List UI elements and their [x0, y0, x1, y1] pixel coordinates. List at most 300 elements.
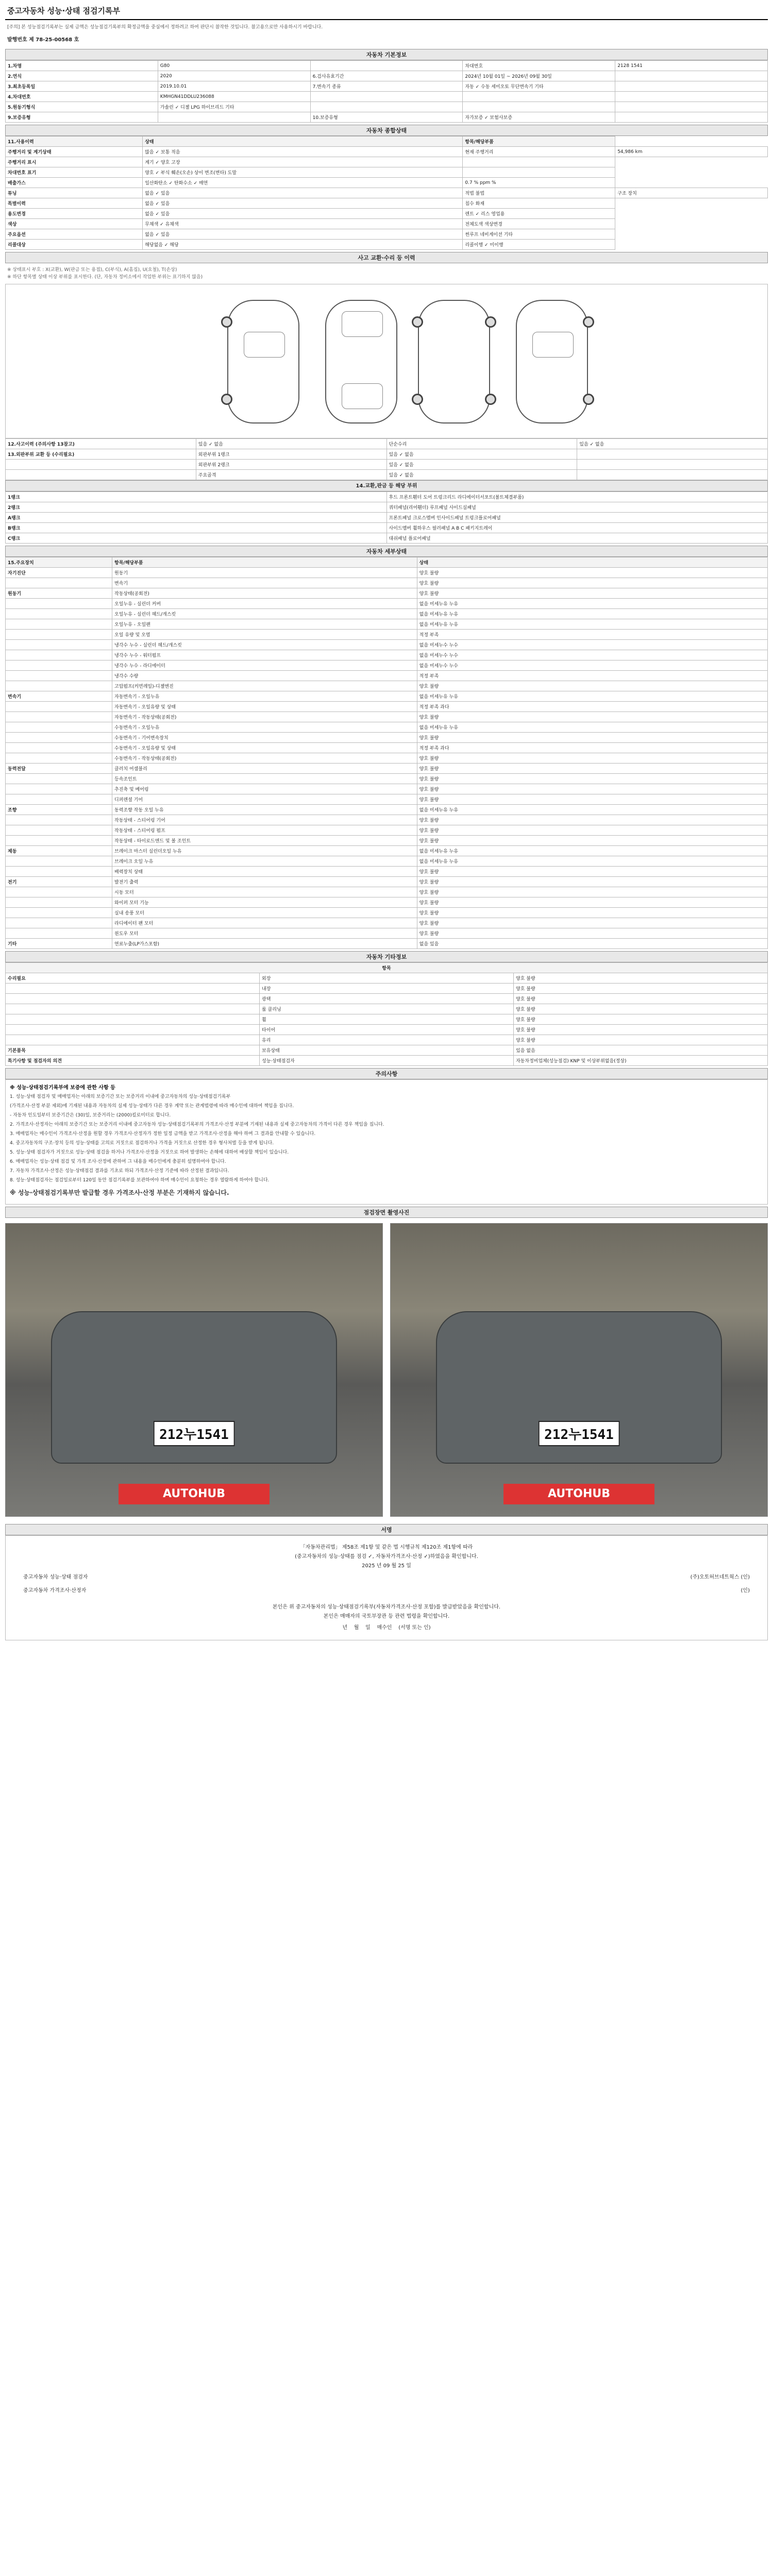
- detail-cell: 고압펌프(커먼레일)-디젤엔진: [112, 681, 417, 691]
- detail-cell: [6, 897, 112, 908]
- detail-cell: [6, 712, 112, 722]
- basic-cell: 5.원동기형식: [6, 102, 158, 112]
- caution-item: 2. 가격조사·산정자는 아래의 보증기간 또는 보증거리 이내에 중고자동차 성능·상태점검기록부의 가격조사·산정 부분에 기재된 내용과 실제 중고자동차의 가격이 다른 경우 책임을 집니다.: [10, 1122, 384, 1127]
- other-cell: 타이어: [260, 1025, 514, 1035]
- overall-cell: 무채색 ✓ 유채색: [143, 219, 463, 229]
- detail-cell: 양호 불량: [417, 568, 767, 578]
- detail-cell: 오일누유 - 오일팬: [112, 619, 417, 630]
- basic-cell: 자동 ✓ 수동 세미오토 무단변속기 기타: [463, 81, 615, 92]
- detail-cell: [6, 815, 112, 825]
- basic-row: [6, 61, 768, 71]
- basic-cell: 10.보증유형: [310, 112, 463, 123]
- detail-row: [6, 815, 768, 825]
- detail-head-1: 15.주요장치: [6, 557, 112, 568]
- detail-cell: 양호 불량: [417, 928, 767, 939]
- other-cell: 기본품목: [6, 1045, 260, 1056]
- detail-cell: [6, 794, 112, 805]
- overall-row: [6, 167, 768, 178]
- detail-cell: 와이퍼 모터 기능: [112, 897, 417, 908]
- detail-cell: 연료누출(LP가스포함): [112, 939, 417, 949]
- legend-line-1: ※ 상태표시 부호 : X(교환), W(판금 또는 용접), C(부식), A(흠집), U(요철), T(손상): [7, 267, 177, 273]
- basic-row: [6, 92, 768, 102]
- caution-item: 4. 중고자동차의 구조·장치 등의 성능·상태를 고의로 거짓으로 점검하거나 가격을 거짓으로 산정한 경우 형사처벌 등을 받게 됩니다.: [10, 1141, 274, 1146]
- overall-cell: 리콜이행 ✓ 미이행: [463, 240, 615, 250]
- accident-cell: [577, 470, 768, 480]
- detail-cell: 원동기: [112, 568, 417, 578]
- detail-cell: [6, 681, 112, 691]
- detail-cell: 양호 불량: [417, 774, 767, 784]
- basic-cell: [310, 92, 463, 102]
- accident-row: [6, 470, 768, 480]
- detail-row: [6, 774, 768, 784]
- detail-cell: 없음 미세누유 누유: [417, 846, 767, 856]
- detail-cell: [6, 825, 112, 836]
- detail-cell: 수동변속기 - 오일유량 및 상태: [112, 743, 417, 753]
- detail-row: [6, 619, 768, 630]
- car-underside-view: [418, 300, 490, 423]
- other-cell: 양호 불량: [514, 973, 768, 984]
- detail-cell: [6, 887, 112, 897]
- detail-cell: [6, 630, 112, 640]
- other-head: 항목: [6, 963, 768, 973]
- basic-row: [6, 102, 768, 112]
- detail-row: [6, 784, 768, 794]
- basic-cell: [615, 81, 768, 92]
- accident-cell: [577, 449, 768, 460]
- section-detail: 자동차 세부상태: [5, 546, 768, 557]
- detail-cell: 전기: [6, 877, 112, 887]
- caution-item: 7. 자동차 가격조사·산정은 성능·상태점검 결과를 기초로 하되 가격조사·산정 기준에 따라 산정된 결과입니다.: [10, 1168, 229, 1174]
- detail-row: [6, 846, 768, 856]
- other-cell: 보유상태: [260, 1045, 514, 1056]
- detail-cell: 등속조인트: [112, 774, 417, 784]
- overall-cell: 특별이력: [6, 198, 143, 209]
- parts-cell: 후드 프론트휀더 도어 트렁크리드 라디에이터서포트(볼트체결부품): [386, 492, 768, 502]
- section-other: 자동차 기타정보: [5, 951, 768, 962]
- overall-cell: 일산화탄소 ✓ 탄화수소 ✓ 매연: [143, 178, 463, 188]
- detail-cell: 원동기: [6, 588, 112, 599]
- section-basic: 자동차 기본정보: [5, 49, 768, 60]
- overall-row: [6, 240, 768, 250]
- detail-cell: [6, 609, 112, 619]
- parts-cell: C랭크: [6, 533, 387, 544]
- detail-cell: 디퍼렌셜 기어: [112, 794, 417, 805]
- buyer-line: 본인은 매매자의 국토부장관 등 관련 법령을 확인합니다.: [323, 1614, 450, 1619]
- caution-item: 8. 성능·상태점검자는 점검일로부터 120일 동안 점검기록부를 보관하여야 하며 매수인이 요청하는 경우 열람하게 하여야 합니다.: [10, 1178, 270, 1183]
- overall-row: [6, 209, 768, 219]
- detail-row: [6, 887, 768, 897]
- section-sign: 서명: [5, 1524, 768, 1535]
- other-row: [6, 1004, 768, 1014]
- accident-row: [6, 449, 768, 460]
- detail-cell: [6, 856, 112, 867]
- accident-cell: 단순수리: [386, 439, 577, 449]
- detail-cell: [6, 671, 112, 681]
- detail-cell: [6, 640, 112, 650]
- detail-cell: 작동상태 - 타이로드엔드 및 볼 조인트: [112, 836, 417, 846]
- detail-cell: 시동 모터: [112, 887, 417, 897]
- cautions-warning: ※ 성능·상태점검기록부만 발급할 경우 가격조사·산정 부분은 기재하지 않습니다.: [10, 1189, 229, 1196]
- detail-cell: 클러치 어셈블리: [112, 764, 417, 774]
- detail-cell: [6, 619, 112, 630]
- basic-cell: 6.검사유효기간: [310, 71, 463, 81]
- accident-row: [6, 439, 768, 449]
- accident-cell: [6, 460, 196, 470]
- overall-cell: 주요옵션: [6, 229, 143, 240]
- other-cell: 양호 불량: [514, 1014, 768, 1025]
- overall-row: [6, 157, 768, 167]
- caution-item: - 자동차 인도일부터 보증기간은 (30)일, 보증거리는 (2000)킬로미터로 합니다.: [10, 1113, 171, 1118]
- sign-line-2: (중고자동차의 성능·상태를 점검 ✓, 자동차가격조사·산정 ✓)하였음을 확인합니다.: [295, 1554, 478, 1560]
- detail-cell: 적정 부족 과다: [417, 702, 767, 712]
- pricer-label: 중고자동차 가격조사·산정자: [23, 1588, 87, 1594]
- other-row: [6, 1045, 768, 1056]
- basic-row: [6, 112, 768, 123]
- parts-cell: 프론트패널 크로스멤버 인사이드패널 트렁크플로어패널: [386, 513, 768, 523]
- detail-row: [6, 753, 768, 764]
- overall-head-3: 항목/해당부품: [463, 137, 615, 147]
- document-number: 발행번호 제 78-25-00568 호: [7, 37, 79, 43]
- overall-cell: 적법 불법: [463, 188, 615, 198]
- basic-cell: 4.차대번호: [6, 92, 158, 102]
- accident-cell: 12.사고이력 (주의사항 13참고): [6, 439, 196, 449]
- car-top-view: [325, 300, 397, 423]
- notice-text: [주의] 본 성능점검기록부는 실제 금액은 성능점검기록부의 확정금액을 중심에서 정하려고 하여 판단시 참작한 것입니다. 참고용으로만 사용하시기 바랍니다.: [7, 25, 323, 30]
- sign-date: 2025 년 09 월 25 일: [362, 1563, 411, 1569]
- other-row: [6, 984, 768, 994]
- detail-cell: [6, 733, 112, 743]
- basic-cell: [615, 102, 768, 112]
- basic-cell: 9.보증유형: [6, 112, 158, 123]
- parts-row: [6, 492, 768, 502]
- other-row: [6, 973, 768, 984]
- detail-row: [6, 578, 768, 588]
- detail-cell: 적정 부족: [417, 630, 767, 640]
- sign-box: [5, 1535, 768, 1640]
- detail-row: [6, 867, 768, 877]
- basic-row: [6, 81, 768, 92]
- overall-row: [6, 188, 768, 198]
- accident-cell: 있음 ✓ 없음: [196, 439, 386, 449]
- overall-cell: 많음 ✓ 보통 적음: [143, 147, 463, 157]
- detail-cell: [6, 722, 112, 733]
- overall-cell: 54,986 km: [615, 147, 768, 157]
- caution-item: (가격조사·산정 부분 제외)에 기재된 내용과 자동차의 실제 성능·상태가 다른 경우 계약 또는 관계법령에 따라 매수인에 대하여 책임을 집니다.: [10, 1104, 294, 1109]
- overall-cell: [463, 157, 615, 167]
- detail-row: [6, 743, 768, 753]
- accident-cell: 외판부위 2랭크: [196, 460, 386, 470]
- detail-row: [6, 691, 768, 702]
- detail-cell: 양호 불량: [417, 836, 767, 846]
- detail-cell: 없음 미세누유 누유: [417, 599, 767, 609]
- basic-cell: G80: [158, 61, 310, 71]
- parts-cell: B랭크: [6, 523, 387, 533]
- opinion-role: 성능·상태점검자: [260, 1056, 514, 1066]
- detail-cell: 양호 불량: [417, 897, 767, 908]
- other-cell: 광택: [260, 994, 514, 1004]
- overall-cell: 썬루프 네비게이션 기타: [463, 229, 615, 240]
- detail-row: [6, 877, 768, 887]
- accident-cell: 있음 ✓ 없음: [577, 439, 768, 449]
- detail-cell: [6, 650, 112, 660]
- other-cell: [6, 1004, 260, 1014]
- detail-cell: 양호 불량: [417, 588, 767, 599]
- parts-table: [5, 492, 768, 544]
- overall-head-2: 상태: [143, 137, 463, 147]
- overall-row: [6, 198, 768, 209]
- parts-cell: 2랭크: [6, 502, 387, 513]
- caution-item: 3. 매매업자는 매수인이 가격조사·산정을 원할 경우 가격조사·산정자가 정한 일정 금액을 받고 가격조사·산정을 해야 하며 그 결과를 안내할 수 있습니다.: [10, 1131, 316, 1137]
- basic-row: [6, 71, 768, 81]
- basic-cell: 1.차명: [6, 61, 158, 71]
- overall-cell: 차대번호 표기: [6, 167, 143, 178]
- section-accident: 사고 교환·수리 등 이력: [5, 252, 768, 263]
- detail-row: [6, 733, 768, 743]
- accident-table: [5, 438, 768, 480]
- detail-cell: 양호 불량: [417, 794, 767, 805]
- basic-cell: [615, 92, 768, 102]
- opinion-note: 자동차정비업체(성능점검) KNP 및 이상부위없음(정상): [514, 1056, 768, 1066]
- overall-cell: 리콜대상: [6, 240, 143, 250]
- detail-cell: 수동변속기 - 기어변속장치: [112, 733, 417, 743]
- car-diagram: [5, 284, 768, 438]
- section-photos: 점검장면 촬영사진: [5, 1207, 768, 1218]
- cautions-box: [5, 1079, 768, 1205]
- plate-rear: 212누1541: [538, 1421, 620, 1446]
- detail-cell: 동력전달: [6, 764, 112, 774]
- detail-cell: 없음 미세누유 누유: [417, 609, 767, 619]
- detail-cell: 조향: [6, 805, 112, 815]
- detail-row: [6, 588, 768, 599]
- detail-row: [6, 722, 768, 733]
- detail-row: [6, 939, 768, 949]
- basic-cell: 2020: [158, 71, 310, 81]
- basic-cell: [310, 102, 463, 112]
- basic-cell: 차대번호: [463, 61, 615, 71]
- accident-row: [6, 460, 768, 470]
- overall-cell: 주행거리 표시: [6, 157, 143, 167]
- overall-head-1: 11.사용이력: [6, 137, 143, 147]
- detail-cell: 없음 미세누유 누유: [417, 691, 767, 702]
- detail-cell: [6, 660, 112, 671]
- detail-row: [6, 836, 768, 846]
- cautions-list: [10, 1093, 763, 1184]
- detail-row: [6, 825, 768, 836]
- detail-cell: 양호 불량: [417, 578, 767, 588]
- detail-row: [6, 764, 768, 774]
- detail-row: [6, 650, 768, 660]
- seller-line: 본인은 위 중고자동차의 성능·상태점검기록부(자동차가격조사·산정 포함)를 발급받았음을 확인합니다.: [272, 1604, 501, 1610]
- basic-table: [5, 60, 768, 123]
- overall-row: [6, 178, 768, 188]
- detail-row: [6, 928, 768, 939]
- overall-row: [6, 147, 768, 157]
- other-cell: [6, 1025, 260, 1035]
- detail-cell: [6, 784, 112, 794]
- legend-line-2: ※ 하단 항목별 상태 이상 부위를 표시한다. (단, 자동차 정비소에서 작업한 부위는 표기하지 않음): [7, 275, 203, 280]
- basic-cell: 2024년 10월 01일 ~ 2026년 09월 30일: [463, 71, 615, 81]
- detail-row: [6, 599, 768, 609]
- detail-row: [6, 805, 768, 815]
- other-row: [6, 994, 768, 1004]
- accident-cell: 있음 ✓ 없음: [386, 470, 577, 480]
- inspector-name: (주)오토허브네트웍스 (인): [690, 1574, 750, 1580]
- detail-cell: 양호 불량: [417, 918, 767, 928]
- detail-row: [6, 630, 768, 640]
- detail-cell: 수동변속기 - 오일누유: [112, 722, 417, 733]
- car-left-side: [227, 300, 299, 423]
- overall-cell: 없음 ✓ 있음: [143, 209, 463, 219]
- detail-cell: [6, 599, 112, 609]
- basic-cell: [463, 92, 615, 102]
- plate-front: 212누1541: [153, 1421, 235, 1446]
- basic-cell: KMHGN41DDLU236088: [158, 92, 310, 102]
- other-row: [6, 1014, 768, 1025]
- photo-front: [5, 1223, 383, 1517]
- page: [5, 0, 768, 1640]
- car-right-side: [516, 300, 588, 423]
- basic-cell: 자가보증 ✓ 보험사보증: [463, 112, 615, 123]
- parts-title: 14.교환,판금 등 해당 부위: [5, 480, 768, 492]
- caution-item: 5. 성능·상태 점검자가 거짓으로 성능·상태 점검을 하거나 가격조사·산정을 거짓으로 하여 발생하는 손해에 대하여 배상할 책임이 있습니다.: [10, 1150, 289, 1155]
- page-title: 중고자동차 성능·상태 점검기록부: [5, 0, 768, 20]
- detail-cell: 자동변속기 - 작동상태(공회전): [112, 712, 417, 722]
- photo-rear: [390, 1223, 768, 1517]
- other-cell: 내장: [260, 984, 514, 994]
- overall-cell: 계기 ✓ 양호 고장: [143, 157, 463, 167]
- caution-item: 6. 매매업자는 성능·상태 점검 및 가격 조사·산정에 관하여 그 내용을 매수인에게 충분히 설명하여야 합니다.: [10, 1159, 226, 1164]
- detail-head-3: 상태: [417, 557, 767, 568]
- parts-cell: 쿼터패널(리어휀더) 루프패널 사이드실패널: [386, 502, 768, 513]
- detail-cell: 기타: [6, 939, 112, 949]
- basic-cell: 2128 1541: [615, 61, 768, 71]
- other-row: [6, 1025, 768, 1035]
- detail-cell: [6, 702, 112, 712]
- detail-row: [6, 568, 768, 578]
- detail-cell: 실내 송풍 모터: [112, 908, 417, 918]
- detail-row: [6, 918, 768, 928]
- detail-cell: 양호 불량: [417, 784, 767, 794]
- overall-cell: 침수 화재: [463, 198, 615, 209]
- detail-cell: 없음 미세누유 누유: [417, 856, 767, 867]
- detail-cell: 양호 불량: [417, 733, 767, 743]
- parts-cell: 사이드멤버 휠하우스 필러패널 A B C 패키지트레이: [386, 523, 768, 533]
- detail-row: [6, 681, 768, 691]
- inspector-label: 중고자동차 성능·상태 점검자: [23, 1574, 88, 1580]
- basic-cell: [615, 71, 768, 81]
- detail-row: [6, 609, 768, 619]
- detail-cell: 자동변속기 - 오일유량 및 상태: [112, 702, 417, 712]
- detail-cell: 냉각수 누수 - 워터펌프: [112, 650, 417, 660]
- detail-cell: 없음 미세누유 누유: [417, 619, 767, 630]
- other-cell: 양호 불량: [514, 984, 768, 994]
- parts-row: [6, 502, 768, 513]
- detail-row: [6, 660, 768, 671]
- other-cell: 룸 클리닝: [260, 1004, 514, 1014]
- buyer-label: 매수인: [377, 1625, 392, 1631]
- other-cell: [6, 1014, 260, 1025]
- other-cell: [6, 994, 260, 1004]
- parts-row: [6, 513, 768, 523]
- detail-table: [5, 557, 768, 949]
- other-cell: 양호 불량: [514, 1035, 768, 1045]
- other-cell: 유리: [260, 1035, 514, 1045]
- detail-cell: 변속기: [6, 691, 112, 702]
- detail-cell: 양호 불량: [417, 815, 767, 825]
- basic-cell: 가솔린 ✓ 디젤 LPG 하이브리드 기타: [158, 102, 310, 112]
- overall-cell: 양호 ✓ 부식 훼손(오손) 상이 변조(변타) 도말: [143, 167, 463, 178]
- detail-cell: 자기진단: [6, 568, 112, 578]
- detail-cell: 양호 불량: [417, 681, 767, 691]
- detail-cell: 양호 불량: [417, 764, 767, 774]
- buyer-signature: (서명 또는 인): [398, 1625, 431, 1631]
- overall-cell: 배출가스: [6, 178, 143, 188]
- basic-cell: 2.연식: [6, 71, 158, 81]
- overall-cell: 구조 장치: [615, 188, 768, 198]
- detail-row: [6, 712, 768, 722]
- detail-cell: 오일 유량 및 오염: [112, 630, 417, 640]
- overall-cell: 용도변경: [6, 209, 143, 219]
- detail-cell: 오일누유 - 실린더 헤드/개스킷: [112, 609, 417, 619]
- sign-line-1: 「자동차관리법」 제58조 제1항 및 같은 법 시행규칙 제120조 제1항에 따라: [300, 1545, 473, 1550]
- detail-cell: 윈도우 모터: [112, 928, 417, 939]
- overall-cell: 주행거리 및 계기상태: [6, 147, 143, 157]
- detail-cell: [6, 743, 112, 753]
- detail-cell: 없음 있음: [417, 939, 767, 949]
- overall-cell: 렌트 ✓ 리스 영업용: [463, 209, 615, 219]
- overall-cell: 전체도색 색상변경: [463, 219, 615, 229]
- detail-cell: [6, 918, 112, 928]
- detail-cell: 양호 불량: [417, 867, 767, 877]
- basic-cell: [158, 112, 310, 123]
- detail-row: [6, 794, 768, 805]
- detail-cell: 없음 미세누수 누수: [417, 660, 767, 671]
- detail-cell: 동력조향 작동 오일 누유: [112, 805, 417, 815]
- overall-table: [5, 136, 768, 250]
- other-table: [5, 962, 768, 1066]
- accident-cell: [6, 470, 196, 480]
- parts-cell: A랭크: [6, 513, 387, 523]
- other-cell: 양호 불량: [514, 1004, 768, 1014]
- pricer-name: (인): [741, 1588, 750, 1594]
- accident-legend: [5, 263, 768, 284]
- accident-cell: 있음 ✓ 없음: [386, 449, 577, 460]
- detail-cell: 배력장치 상태: [112, 867, 417, 877]
- overall-cell: 튜닝: [6, 188, 143, 198]
- basic-cell: [615, 112, 768, 123]
- overall-cell: 없음 ✓ 있음: [143, 188, 463, 198]
- detail-cell: 제동: [6, 846, 112, 856]
- other-cell: [6, 1035, 260, 1045]
- section-overall: 자동차 종합상태: [5, 125, 768, 136]
- accident-cell: 주요골격: [196, 470, 386, 480]
- overall-cell: 0.7 % ppm %: [463, 178, 615, 188]
- parts-row: [6, 533, 768, 544]
- detail-cell: 적정 부족 과다: [417, 743, 767, 753]
- basic-cell: 7.변속기 종류: [310, 81, 463, 92]
- other-cell: [6, 984, 260, 994]
- overall-cell: 현재 주행거리: [463, 147, 615, 157]
- detail-cell: 작동상태(공회전): [112, 588, 417, 599]
- detail-cell: 냉각수 누수 - 라디에이터: [112, 660, 417, 671]
- detail-row: [6, 908, 768, 918]
- other-cell: 양호 불량: [514, 1025, 768, 1035]
- detail-cell: [6, 774, 112, 784]
- detail-cell: 없음 미세누유 누유: [417, 722, 767, 733]
- accident-cell: 외판부위 1랭크: [196, 449, 386, 460]
- basic-cell: 3.최초등록일: [6, 81, 158, 92]
- overall-cell: 해당없음 ✓ 해당: [143, 240, 463, 250]
